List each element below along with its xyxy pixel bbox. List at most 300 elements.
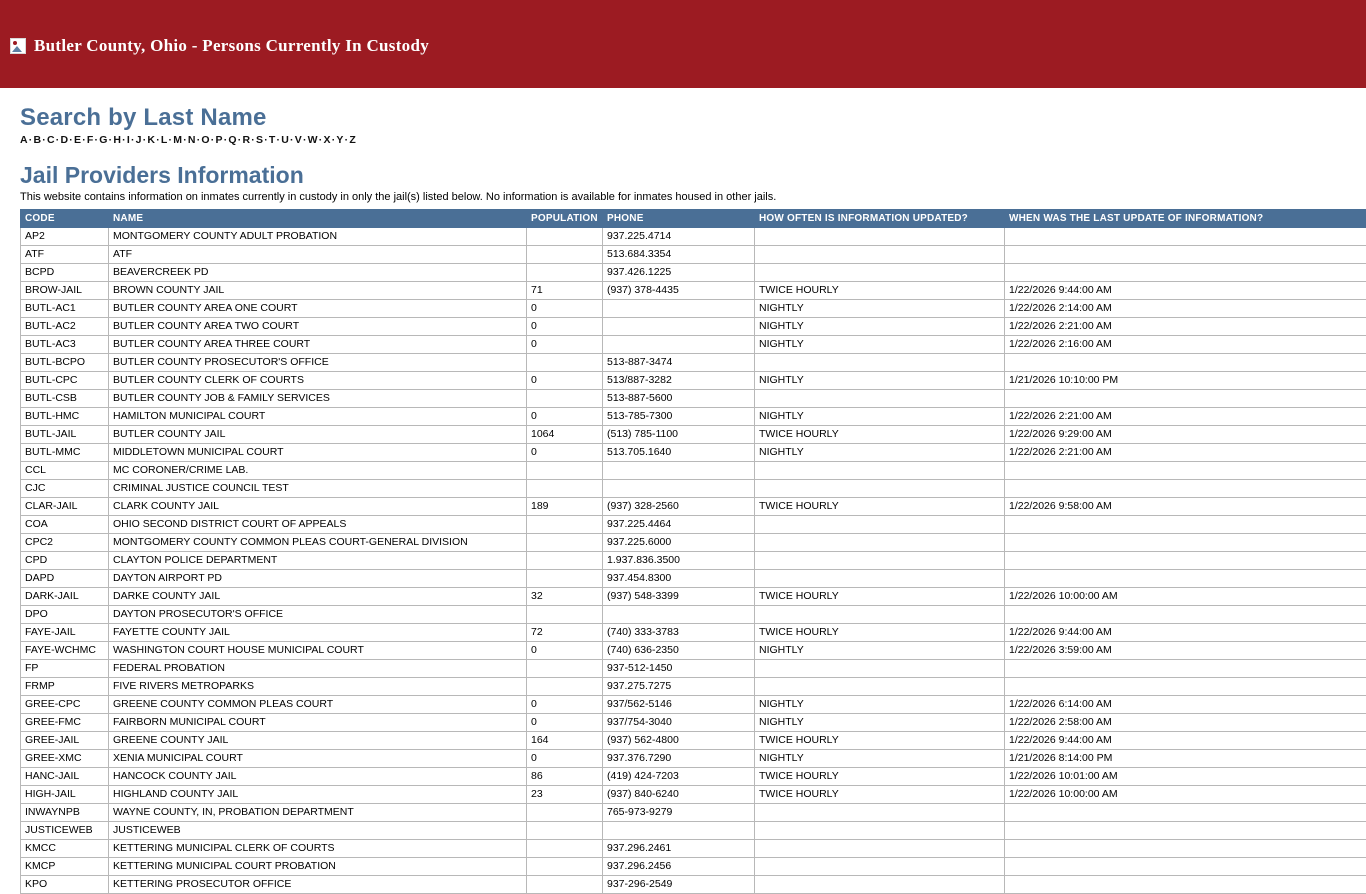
cell-update-frequency: NIGHTLY: [755, 714, 1005, 732]
cell-name: BUTLER COUNTY CLERK OF COURTS: [109, 372, 527, 390]
cell-update-frequency: NIGHTLY: [755, 444, 1005, 462]
alpha-separator: ·: [68, 134, 74, 146]
cell-population: 0: [527, 372, 603, 390]
cell-phone: (937) 840-6240: [603, 786, 755, 804]
cell-name: BUTLER COUNTY PROSECUTOR'S OFFICE: [109, 354, 527, 372]
table-row[interactable]: [21, 714, 1366, 732]
cell-name: DARKE COUNTY JAIL: [109, 588, 527, 606]
cell-name: FEDERAL PROBATION: [109, 660, 527, 678]
cell-name: OHIO SECOND DISTRICT COURT OF APPEALS: [109, 516, 527, 534]
cell-last-update: 1/22/2026 2:21:00 AM: [1005, 318, 1366, 336]
cell-phone: (513) 785-1100: [603, 426, 755, 444]
cell-code: JUSTICEWEB: [21, 822, 109, 840]
table-row[interactable]: [21, 408, 1366, 426]
cell-population: [527, 390, 603, 408]
page-content: [0, 104, 1366, 894]
cell-population: 0: [527, 318, 603, 336]
cell-last-update: [1005, 264, 1366, 282]
cell-last-update: [1005, 858, 1366, 876]
table-row[interactable]: [21, 282, 1366, 300]
cell-last-update: 1/22/2026 9:44:00 AM: [1005, 282, 1366, 300]
cell-population: 189: [527, 498, 603, 516]
cell-last-update: [1005, 804, 1366, 822]
alpha-separator: ·: [344, 134, 350, 146]
cell-last-update: [1005, 534, 1366, 552]
cell-code: FRMP: [21, 678, 109, 696]
table-row[interactable]: [21, 300, 1366, 318]
cell-update-frequency: NIGHTLY: [755, 696, 1005, 714]
cell-name: WASHINGTON COURT HOUSE MUNICIPAL COURT: [109, 642, 527, 660]
cell-code: BUTL-CSB: [21, 390, 109, 408]
cell-code: FAYE-WCHMC: [21, 642, 109, 660]
alpha-link-h[interactable]: H: [113, 134, 121, 146]
cell-update-frequency: TWICE HOURLY: [755, 282, 1005, 300]
cell-name: GREENE COUNTY JAIL: [109, 732, 527, 750]
cell-phone: [603, 336, 755, 354]
cell-population: 1064: [527, 426, 603, 444]
table-row[interactable]: [21, 570, 1366, 588]
cell-phone: [603, 300, 755, 318]
cell-last-update: 1/22/2026 2:16:00 AM: [1005, 336, 1366, 354]
alphabet-index[interactable]: [20, 134, 1356, 146]
cell-last-update: [1005, 660, 1366, 678]
table-row[interactable]: [21, 606, 1366, 624]
cell-phone: 937.296.2461: [603, 840, 755, 858]
cell-population: [527, 804, 603, 822]
cell-population: 72: [527, 624, 603, 642]
cell-population: [527, 264, 603, 282]
cell-update-frequency: [755, 264, 1005, 282]
table-row[interactable]: [21, 732, 1366, 750]
table-body: [21, 228, 1366, 894]
cell-update-frequency: NIGHTLY: [755, 336, 1005, 354]
cell-population: [527, 228, 603, 246]
cell-code: GREE-XMC: [21, 750, 109, 768]
cell-code: FAYE-JAIL: [21, 624, 109, 642]
cell-population: 86: [527, 768, 603, 786]
table-row[interactable]: [21, 462, 1366, 480]
cell-last-update: [1005, 570, 1366, 588]
cell-code: KMCP: [21, 858, 109, 876]
table-row[interactable]: [21, 768, 1366, 786]
table-row[interactable]: [21, 480, 1366, 498]
cell-code: HIGH-JAIL: [21, 786, 109, 804]
alpha-separator: ·: [196, 134, 202, 146]
cell-phone: (937) 378-4435: [603, 282, 755, 300]
cell-phone: 937.275.7275: [603, 678, 755, 696]
table-row[interactable]: [21, 552, 1366, 570]
cell-population: [527, 552, 603, 570]
cell-code: CLAR-JAIL: [21, 498, 109, 516]
table-row[interactable]: [21, 642, 1366, 660]
cell-update-frequency: NIGHTLY: [755, 372, 1005, 390]
cell-population: 23: [527, 786, 603, 804]
alpha-separator: ·: [94, 134, 100, 146]
cell-code: BUTL-AC3: [21, 336, 109, 354]
cell-last-update: [1005, 228, 1366, 246]
cell-name: KETTERING MUNICIPAL CLERK OF COURTS: [109, 840, 527, 858]
cell-population: [527, 516, 603, 534]
table-row[interactable]: [21, 660, 1366, 678]
cell-phone: 937.225.4714: [603, 228, 755, 246]
alpha-separator: ·: [142, 134, 148, 146]
alpha-link-g[interactable]: G: [99, 134, 107, 146]
cell-population: [527, 678, 603, 696]
cell-name: BUTLER COUNTY JAIL: [109, 426, 527, 444]
cell-code: BROW-JAIL: [21, 282, 109, 300]
cell-name: MONTGOMERY COUNTY ADULT PROBATION: [109, 228, 527, 246]
cell-update-frequency: TWICE HOURLY: [755, 786, 1005, 804]
alpha-link-l[interactable]: L: [161, 134, 168, 146]
cell-update-frequency: TWICE HOURLY: [755, 768, 1005, 786]
cell-population: [527, 876, 603, 894]
cell-code: COA: [21, 516, 109, 534]
cell-phone: (937) 548-3399: [603, 588, 755, 606]
alpha-link-y[interactable]: Y: [336, 134, 343, 146]
jail-providers-heading: Jail Providers Information: [20, 162, 1356, 189]
table-row[interactable]: [21, 318, 1366, 336]
cell-update-frequency: NIGHTLY: [755, 318, 1005, 336]
cell-population: [527, 246, 603, 264]
cell-phone: 937.296.2456: [603, 858, 755, 876]
alpha-link-m[interactable]: M: [173, 134, 182, 146]
search-by-last-name-heading: Search by Last Name: [20, 104, 1356, 132]
cell-phone: 937.225.6000: [603, 534, 755, 552]
alpha-link-t[interactable]: T: [269, 134, 276, 146]
cell-last-update: [1005, 606, 1366, 624]
cell-population: 0: [527, 444, 603, 462]
cell-population: 0: [527, 336, 603, 354]
cell-population: 32: [527, 588, 603, 606]
cell-phone: (419) 424-7203: [603, 768, 755, 786]
alpha-separator: ·: [41, 134, 47, 146]
table-row[interactable]: [21, 786, 1366, 804]
cell-last-update: 1/21/2026 8:14:00 PM: [1005, 750, 1366, 768]
alpha-separator: ·: [81, 134, 87, 146]
cell-phone: 937.454.8300: [603, 570, 755, 588]
table-row[interactable]: [21, 588, 1366, 606]
cell-update-frequency: TWICE HOURLY: [755, 426, 1005, 444]
column-header-code[interactable]: CODE: [21, 210, 109, 228]
cell-phone: 513-887-5600: [603, 390, 755, 408]
cell-phone: 937/562-5146: [603, 696, 755, 714]
cell-population: [527, 462, 603, 480]
table-row[interactable]: [21, 822, 1366, 840]
alpha-separator: ·: [276, 134, 282, 146]
column-header-phone[interactable]: PHONE: [603, 210, 755, 228]
cell-update-frequency: [755, 552, 1005, 570]
alpha-link-v[interactable]: V: [295, 134, 302, 146]
cell-update-frequency: NIGHTLY: [755, 408, 1005, 426]
cell-code: HANC-JAIL: [21, 768, 109, 786]
cell-last-update: 1/21/2026 10:10:00 PM: [1005, 372, 1366, 390]
alpha-link-p[interactable]: P: [215, 134, 222, 146]
alpha-separator: ·: [250, 134, 256, 146]
cell-update-frequency: TWICE HOURLY: [755, 732, 1005, 750]
cell-code: GREE-JAIL: [21, 732, 109, 750]
cell-name: BEAVERCREEK PD: [109, 264, 527, 282]
table-row[interactable]: [21, 228, 1366, 246]
cell-last-update: [1005, 354, 1366, 372]
cell-name: MIDDLETOWN MUNICIPAL COURT: [109, 444, 527, 462]
table-row[interactable]: [21, 840, 1366, 858]
cell-name: JUSTICEWEB: [109, 822, 527, 840]
cell-name: ATF: [109, 246, 527, 264]
cell-update-frequency: [755, 606, 1005, 624]
cell-population: [527, 354, 603, 372]
table-row[interactable]: [21, 876, 1366, 894]
cell-population: [527, 534, 603, 552]
cell-name: BUTLER COUNTY AREA THREE COURT: [109, 336, 527, 354]
page-title: Butler County, Ohio - Persons Currently In Custody: [34, 36, 429, 56]
cell-last-update: 1/22/2026 9:44:00 AM: [1005, 624, 1366, 642]
cell-last-update: [1005, 246, 1366, 264]
cell-last-update: 1/22/2026 10:01:00 AM: [1005, 768, 1366, 786]
cell-last-update: 1/22/2026 9:44:00 AM: [1005, 732, 1366, 750]
alpha-link-n[interactable]: N: [188, 134, 196, 146]
cell-name: HAMILTON MUNICIPAL COURT: [109, 408, 527, 426]
cell-update-frequency: [755, 354, 1005, 372]
cell-code: GREE-FMC: [21, 714, 109, 732]
alpha-separator: ·: [263, 134, 269, 146]
cell-update-frequency: [755, 804, 1005, 822]
cell-name: BROWN COUNTY JAIL: [109, 282, 527, 300]
cell-code: AP2: [21, 228, 109, 246]
cell-code: CCL: [21, 462, 109, 480]
alpha-link-z[interactable]: Z: [349, 134, 356, 146]
cell-name: FIVE RIVERS METROPARKS: [109, 678, 527, 696]
cell-name: CLAYTON POLICE DEPARTMENT: [109, 552, 527, 570]
cell-code: KMCC: [21, 840, 109, 858]
cell-phone: [603, 822, 755, 840]
cell-name: FAIRBORN MUNICIPAL COURT: [109, 714, 527, 732]
table-row[interactable]: [21, 336, 1366, 354]
table-row[interactable]: [21, 516, 1366, 534]
cell-code: KPO: [21, 876, 109, 894]
cell-population: 0: [527, 750, 603, 768]
table-row[interactable]: [21, 534, 1366, 552]
alpha-link-x[interactable]: X: [323, 134, 330, 146]
cell-code: BUTL-AC2: [21, 318, 109, 336]
cell-phone: 513/887-3282: [603, 372, 755, 390]
cell-update-frequency: [755, 570, 1005, 588]
cell-last-update: 1/22/2026 2:21:00 AM: [1005, 444, 1366, 462]
cell-last-update: [1005, 462, 1366, 480]
alpha-separator: ·: [168, 134, 174, 146]
cell-code: ATF: [21, 246, 109, 264]
alpha-link-d[interactable]: D: [61, 134, 69, 146]
alpha-link-s[interactable]: S: [256, 134, 263, 146]
providers-intro-text: This website contains information on inmates currently in custody in only the jail(s) listed below. No information is available for inmates housed in other jails.: [20, 191, 1356, 203]
alpha-link-w[interactable]: W: [308, 134, 318, 146]
cell-name: MC CORONER/CRIME LAB.: [109, 462, 527, 480]
cell-phone: 765-973-9279: [603, 804, 755, 822]
cell-code: BUTL-HMC: [21, 408, 109, 426]
cell-name: CRIMINAL JUSTICE COUNCIL TEST: [109, 480, 527, 498]
alpha-separator: ·: [182, 134, 188, 146]
cell-phone: 513.684.3354: [603, 246, 755, 264]
jail-providers-table: [20, 209, 1366, 894]
cell-name: FAYETTE COUNTY JAIL: [109, 624, 527, 642]
cell-last-update: [1005, 480, 1366, 498]
cell-last-update: 1/22/2026 6:14:00 AM: [1005, 696, 1366, 714]
table-header-row: [21, 210, 1366, 228]
cell-update-frequency: [755, 390, 1005, 408]
cell-update-frequency: [755, 876, 1005, 894]
alpha-link-j[interactable]: J: [136, 134, 142, 146]
cell-code: DPO: [21, 606, 109, 624]
alpha-separator: ·: [130, 134, 136, 146]
cell-phone: (740) 333-3783: [603, 624, 755, 642]
alpha-separator: ·: [28, 134, 34, 146]
cell-last-update: [1005, 876, 1366, 894]
cell-update-frequency: NIGHTLY: [755, 642, 1005, 660]
column-header-update-frequency[interactable]: HOW OFTEN IS INFORMATION UPDATED?: [755, 210, 1005, 228]
cell-name: DAYTON AIRPORT PD: [109, 570, 527, 588]
cell-population: [527, 858, 603, 876]
cell-last-update: 1/22/2026 2:21:00 AM: [1005, 408, 1366, 426]
cell-last-update: 1/22/2026 2:14:00 AM: [1005, 300, 1366, 318]
table-row[interactable]: [21, 426, 1366, 444]
alpha-link-b[interactable]: B: [34, 134, 42, 146]
cell-update-frequency: [755, 534, 1005, 552]
cell-update-frequency: [755, 462, 1005, 480]
cell-code: BUTL-AC1: [21, 300, 109, 318]
cell-population: [527, 606, 603, 624]
cell-name: XENIA MUNICIPAL COURT: [109, 750, 527, 768]
table-row[interactable]: [21, 750, 1366, 768]
cell-update-frequency: [755, 228, 1005, 246]
column-header-last-update[interactable]: WHEN WAS THE LAST UPDATE OF INFORMATION?: [1005, 210, 1366, 228]
cell-update-frequency: [755, 480, 1005, 498]
cell-phone: (937) 328-2560: [603, 498, 755, 516]
column-header-population[interactable]: POPULATION: [527, 210, 603, 228]
table-row[interactable]: [21, 678, 1366, 696]
cell-update-frequency: [755, 246, 1005, 264]
alpha-separator: ·: [121, 134, 127, 146]
cell-update-frequency: [755, 660, 1005, 678]
cell-name: HANCOCK COUNTY JAIL: [109, 768, 527, 786]
cell-population: 0: [527, 642, 603, 660]
alpha-separator: ·: [155, 134, 161, 146]
cell-phone: 937/754-3040: [603, 714, 755, 732]
cell-code: BUTL-CPC: [21, 372, 109, 390]
cell-population: 0: [527, 714, 603, 732]
cell-update-frequency: TWICE HOURLY: [755, 498, 1005, 516]
alpha-link-k[interactable]: K: [147, 134, 155, 146]
cell-last-update: 1/22/2026 9:58:00 AM: [1005, 498, 1366, 516]
cell-phone: [603, 480, 755, 498]
table-row[interactable]: [21, 390, 1366, 408]
cell-phone: 513.705.1640: [603, 444, 755, 462]
cell-phone: (937) 562-4800: [603, 732, 755, 750]
table-row[interactable]: [21, 264, 1366, 282]
cell-phone: 937.225.4464: [603, 516, 755, 534]
cell-code: CPD: [21, 552, 109, 570]
alpha-separator: ·: [108, 134, 114, 146]
alpha-separator: ·: [223, 134, 229, 146]
alpha-separator: ·: [237, 134, 243, 146]
cell-last-update: [1005, 390, 1366, 408]
cell-phone: 937.376.7290: [603, 750, 755, 768]
cell-code: DAPD: [21, 570, 109, 588]
alpha-link-c[interactable]: C: [47, 134, 55, 146]
alpha-link-u[interactable]: U: [281, 134, 289, 146]
alpha-link-a[interactable]: A: [20, 134, 28, 146]
cell-name: GREENE COUNTY COMMON PLEAS COURT: [109, 696, 527, 714]
cell-code: GREE-CPC: [21, 696, 109, 714]
cell-update-frequency: NIGHTLY: [755, 750, 1005, 768]
cell-population: [527, 480, 603, 498]
cell-update-frequency: TWICE HOURLY: [755, 624, 1005, 642]
alpha-link-i[interactable]: I: [127, 134, 130, 146]
alpha-link-r[interactable]: R: [242, 134, 250, 146]
cell-code: BUTL-JAIL: [21, 426, 109, 444]
broken-image-icon: [10, 38, 26, 54]
cell-last-update: [1005, 552, 1366, 570]
alpha-link-o[interactable]: O: [201, 134, 209, 146]
cell-last-update: 1/22/2026 3:59:00 AM: [1005, 642, 1366, 660]
cell-phone: [603, 606, 755, 624]
cell-update-frequency: NIGHTLY: [755, 300, 1005, 318]
cell-population: [527, 660, 603, 678]
cell-name: DAYTON PROSECUTOR'S OFFICE: [109, 606, 527, 624]
cell-update-frequency: [755, 516, 1005, 534]
cell-phone: 937-512-1450: [603, 660, 755, 678]
cell-name: KETTERING PROSECUTOR OFFICE: [109, 876, 527, 894]
cell-name: MONTGOMERY COUNTY COMMON PLEAS COURT-GENERAL DIVISION: [109, 534, 527, 552]
table-row[interactable]: [21, 372, 1366, 390]
cell-population: 0: [527, 408, 603, 426]
table-row[interactable]: [21, 696, 1366, 714]
cell-last-update: 1/22/2026 10:00:00 AM: [1005, 588, 1366, 606]
alpha-link-f[interactable]: F: [87, 134, 94, 146]
alpha-link-q[interactable]: Q: [228, 134, 236, 146]
cell-last-update: 1/22/2026 10:00:00 AM: [1005, 786, 1366, 804]
cell-population: [527, 840, 603, 858]
cell-last-update: [1005, 822, 1366, 840]
column-header-name[interactable]: NAME: [109, 210, 527, 228]
cell-update-frequency: [755, 858, 1005, 876]
alpha-separator: ·: [302, 134, 308, 146]
alpha-separator: ·: [331, 134, 337, 146]
table-row[interactable]: [21, 804, 1366, 822]
table-row[interactable]: [21, 858, 1366, 876]
cell-population: [527, 570, 603, 588]
cell-code: BCPD: [21, 264, 109, 282]
table-row[interactable]: [21, 246, 1366, 264]
table-row[interactable]: [21, 498, 1366, 516]
alpha-separator: ·: [55, 134, 61, 146]
cell-update-frequency: TWICE HOURLY: [755, 588, 1005, 606]
cell-code: BUTL-MMC: [21, 444, 109, 462]
cell-population: 164: [527, 732, 603, 750]
cell-name: KETTERING MUNICIPAL COURT PROBATION: [109, 858, 527, 876]
cell-phone: 513-887-3474: [603, 354, 755, 372]
cell-code: FP: [21, 660, 109, 678]
cell-code: DARK-JAIL: [21, 588, 109, 606]
alpha-link-e[interactable]: E: [74, 134, 81, 146]
cell-last-update: [1005, 516, 1366, 534]
cell-name: BUTLER COUNTY JOB & FAMILY SERVICES: [109, 390, 527, 408]
table-row[interactable]: [21, 444, 1366, 462]
cell-last-update: [1005, 678, 1366, 696]
cell-code: CPC2: [21, 534, 109, 552]
page-banner: [0, 0, 1366, 88]
cell-code: CJC: [21, 480, 109, 498]
table-row[interactable]: [21, 354, 1366, 372]
table-row[interactable]: [21, 624, 1366, 642]
